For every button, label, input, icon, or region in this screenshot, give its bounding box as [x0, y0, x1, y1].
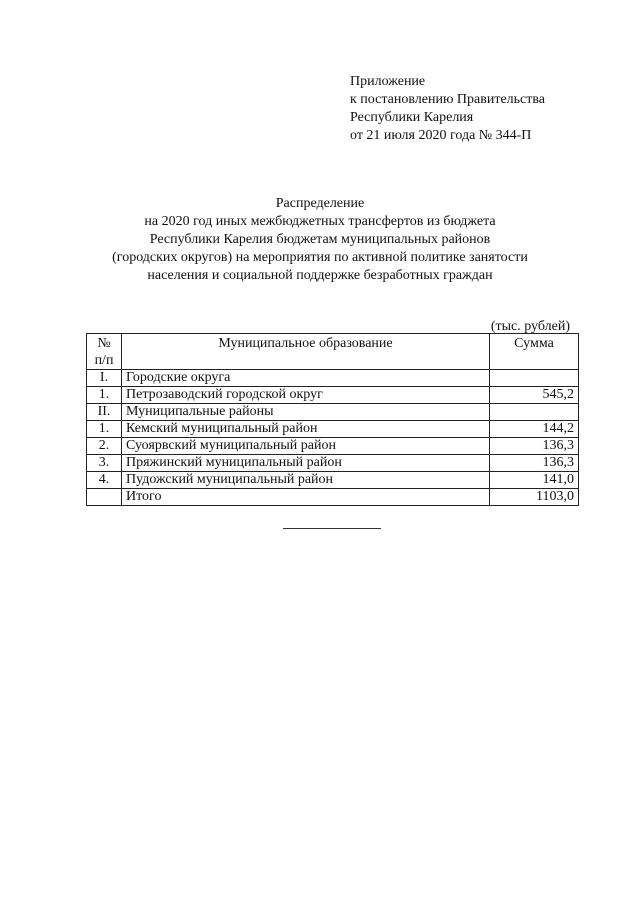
table-row [87, 472, 579, 489]
row-number: 4. [87, 472, 122, 489]
row-municipality: Городские округа [122, 370, 490, 387]
header-number-sign: № [97, 336, 111, 351]
table-row [87, 370, 579, 387]
closing-divider [283, 528, 381, 529]
row-municipality: Муниципальные районы [122, 404, 490, 421]
appendix-block [350, 73, 545, 145]
table-row [87, 404, 579, 421]
header-number-abbr: п/п [94, 353, 114, 368]
distribution-table [86, 333, 579, 506]
row-number: I. [87, 370, 122, 387]
title-line: Распределение [275, 196, 365, 211]
row-sum: 545,2 [490, 387, 579, 404]
appendix-line: Республики Карелия [350, 110, 474, 125]
title-line: населения и социальной поддержке безработных граждан [147, 268, 493, 283]
row-sum: 136,3 [490, 438, 579, 455]
title-line: на 2020 год иных межбюджетных трансфертов из бюджета [144, 214, 496, 229]
row-number: 2. [87, 438, 122, 455]
row-number: 3. [87, 455, 122, 472]
row-number: 1. [87, 421, 122, 438]
title-line: Республики Карелия бюджетам муниципальных районов [149, 232, 491, 247]
row-municipality: Пудожский муниципальный район [122, 472, 490, 489]
table-header-row [87, 334, 579, 370]
document-title [60, 195, 580, 285]
row-municipality: Суоярвский муниципальный район [122, 438, 490, 455]
row-municipality: Кемский муниципальный район [122, 421, 490, 438]
table-total-row [87, 489, 579, 506]
row-number: 1. [87, 387, 122, 404]
title-line: (городских округов) на мероприятия по активной политике занятости [112, 250, 528, 265]
table-row [87, 455, 579, 472]
header-municipality: Муниципальное образование [122, 334, 490, 370]
appendix-line: Приложение [350, 74, 426, 89]
header-number [87, 334, 122, 370]
appendix-line: к постановлению Правительства [350, 92, 546, 107]
row-sum: 144,2 [490, 421, 579, 438]
header-sum: Сумма [490, 334, 579, 370]
row-number [87, 489, 122, 506]
table-row [87, 387, 579, 404]
table-row [87, 421, 579, 438]
units-label: (тыс. рублей) [490, 319, 570, 334]
row-municipality: Пряжинский муниципальный район [122, 455, 490, 472]
row-sum: 141,0 [490, 472, 579, 489]
row-sum: 136,3 [490, 455, 579, 472]
row-sum [490, 404, 579, 421]
appendix-line: от 21 июля 2020 года № 344-П [350, 128, 532, 143]
row-municipality: Петрозаводский городской округ [122, 387, 490, 404]
table-row [87, 438, 579, 455]
row-sum [490, 370, 579, 387]
row-total-sum: 1103,0 [490, 489, 579, 506]
row-number: II. [87, 404, 122, 421]
row-total-label: Итого [122, 489, 490, 506]
